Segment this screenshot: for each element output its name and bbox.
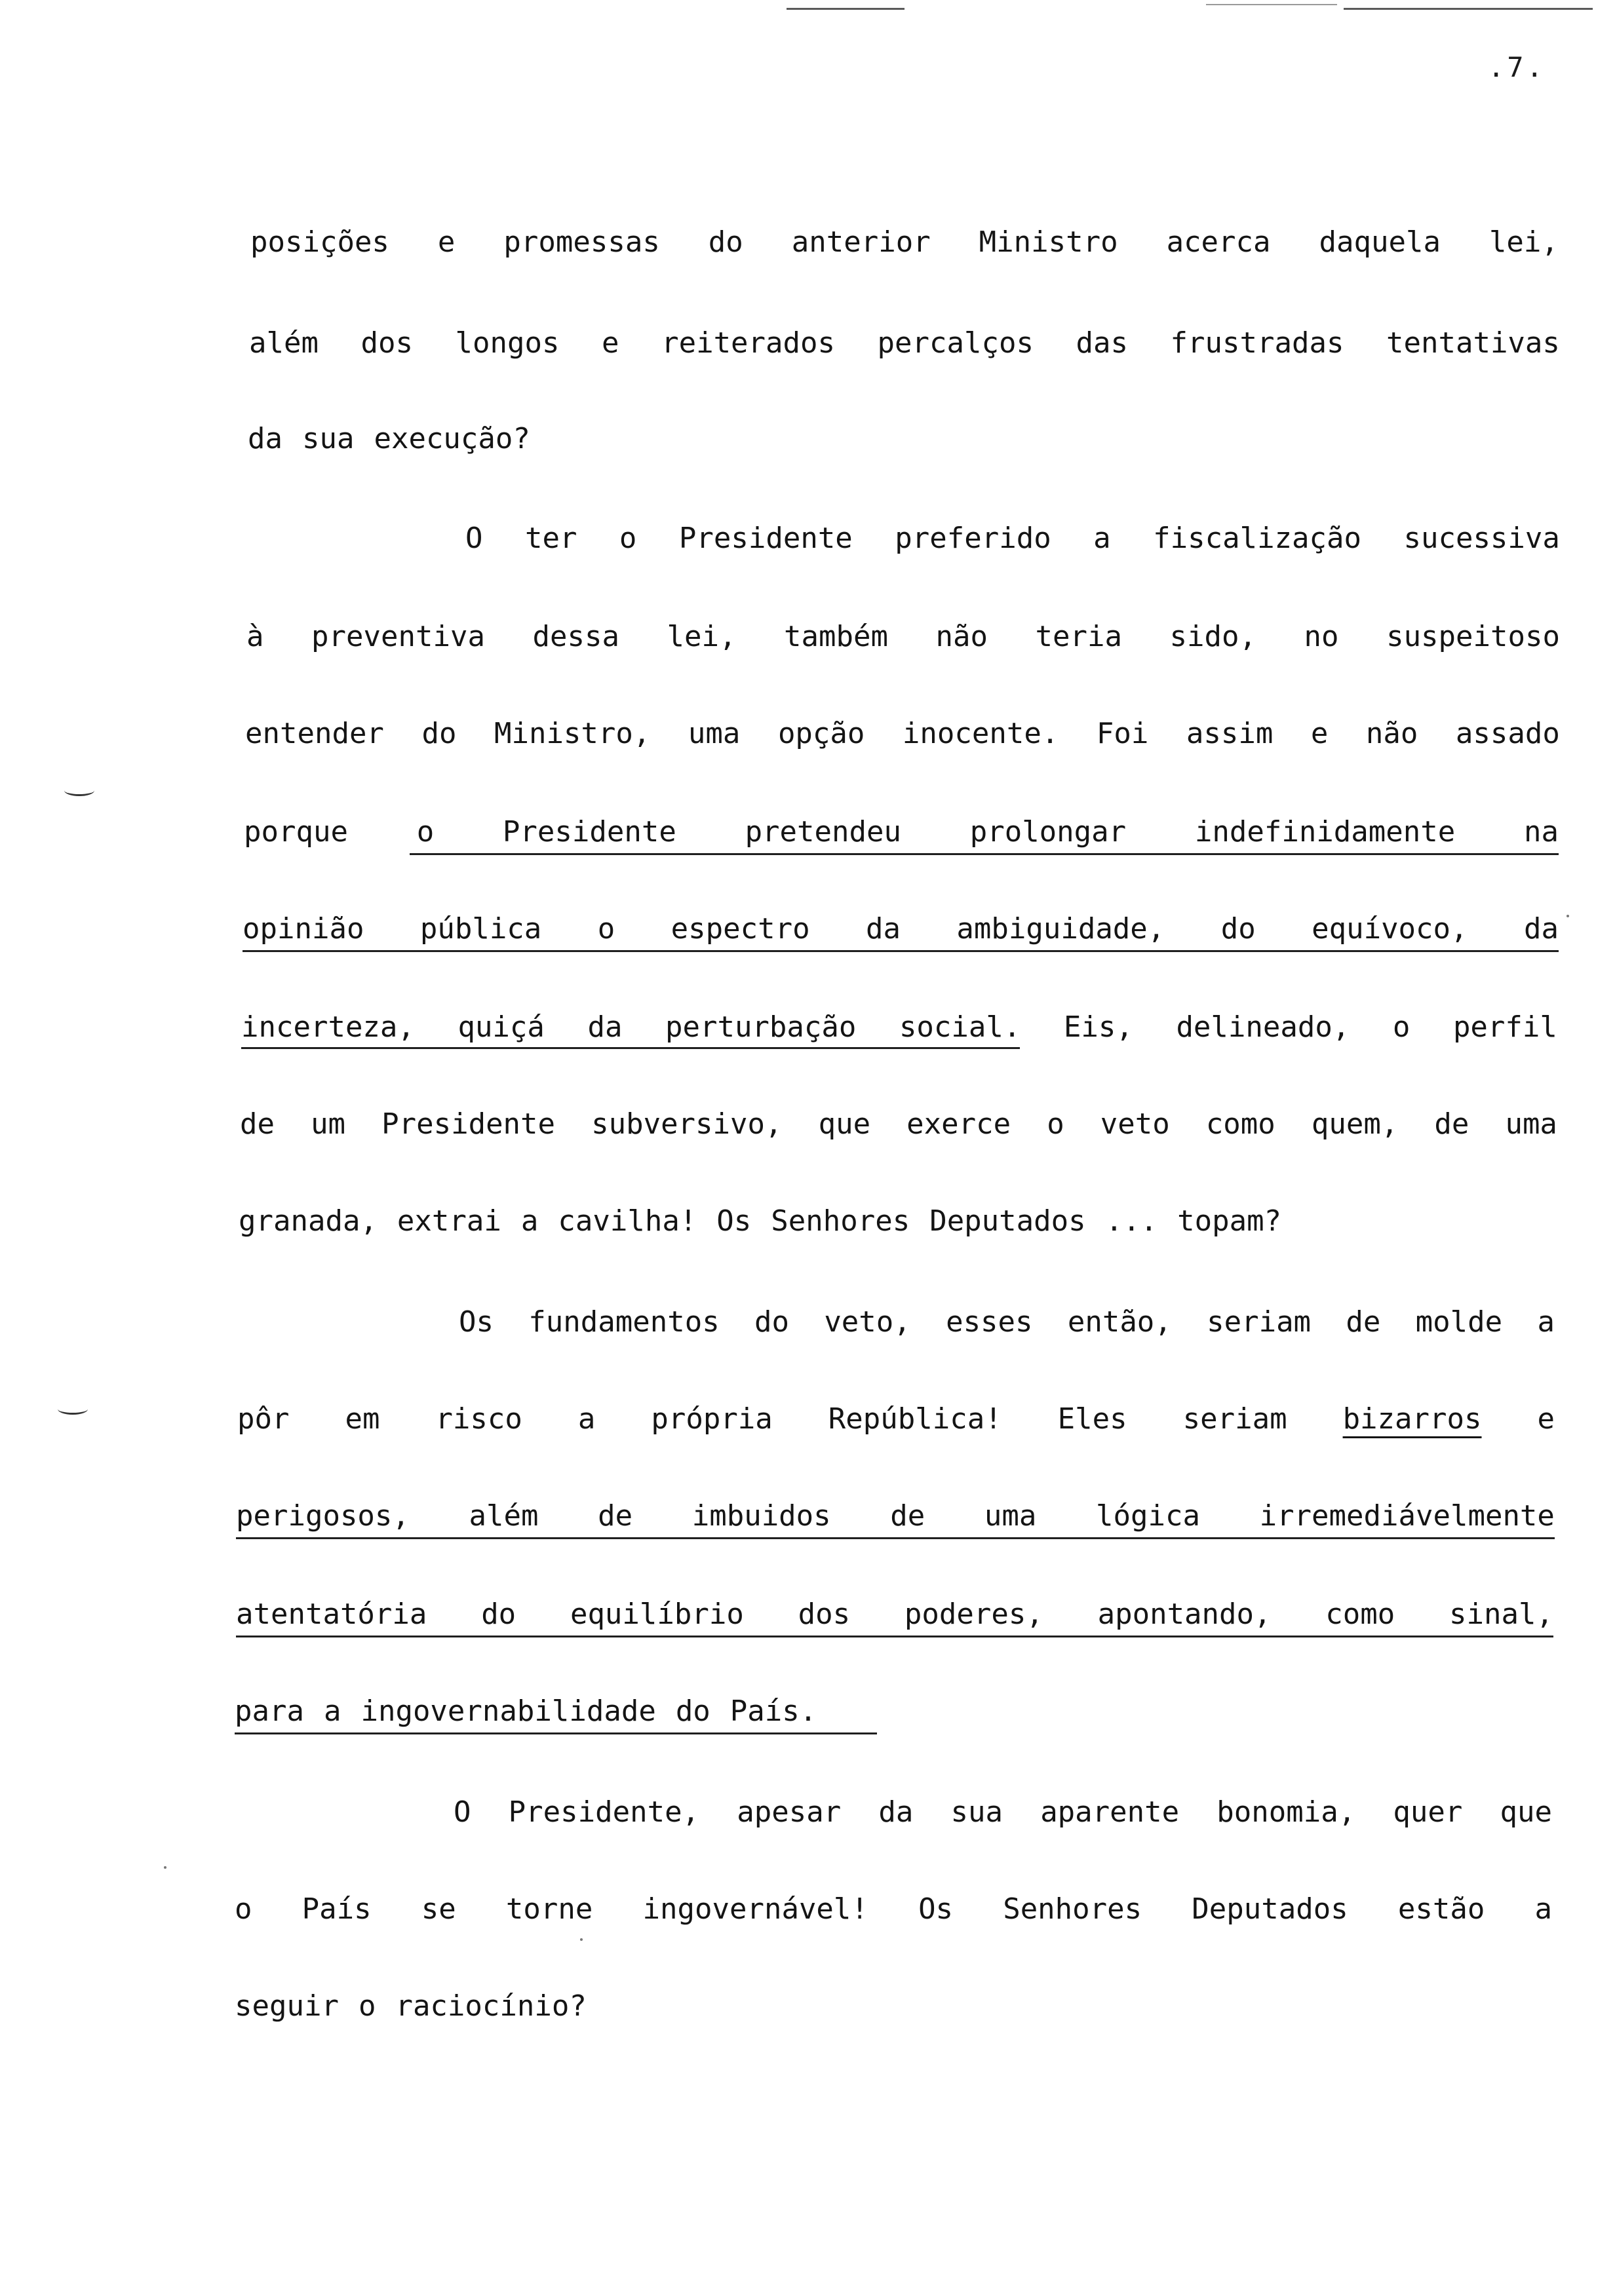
text-line — [245, 717, 1560, 750]
word: irremediávelmente — [1259, 1499, 1555, 1533]
text-line — [246, 620, 1560, 653]
word: da — [878, 1795, 914, 1829]
word: seriam — [1182, 1402, 1287, 1436]
word: o — [416, 815, 435, 849]
word: quer — [1393, 1795, 1463, 1829]
word: que — [1500, 1795, 1552, 1829]
underline — [236, 1537, 1555, 1539]
word: imbuidos — [691, 1499, 831, 1533]
word: dos — [360, 326, 413, 360]
word: País. — [730, 1694, 817, 1728]
word: de — [240, 1107, 275, 1141]
word: daquela — [1319, 225, 1441, 259]
text-line — [235, 1694, 836, 1728]
word: como — [1205, 1107, 1275, 1141]
word: granada, — [239, 1204, 378, 1238]
word: Ministro — [979, 225, 1118, 259]
word: como — [1325, 1598, 1395, 1631]
margin-mark — [58, 1404, 88, 1415]
word: do — [421, 717, 457, 750]
word: longos — [455, 326, 560, 360]
word: social. — [899, 1010, 1021, 1044]
word: estão — [1397, 1892, 1485, 1926]
scan-speck — [580, 1938, 583, 1941]
underline — [236, 1636, 1553, 1637]
text-line — [240, 1107, 1557, 1141]
word: além — [249, 326, 319, 360]
word: veto, — [824, 1305, 911, 1339]
word: esses — [946, 1305, 1033, 1339]
word: República! — [828, 1402, 1002, 1436]
word: espectro — [671, 912, 810, 946]
text-line — [465, 522, 1560, 555]
word: a — [520, 1204, 539, 1238]
word: dessa — [532, 620, 619, 653]
word: indefinidamente — [1194, 815, 1456, 849]
word: O — [454, 1795, 471, 1829]
scan-speck — [1566, 915, 1569, 917]
word: exerce — [906, 1107, 1011, 1141]
word: assado — [1455, 717, 1560, 750]
word: seriam — [1207, 1305, 1312, 1339]
word: Presidente — [381, 1107, 556, 1141]
word: ... — [1105, 1204, 1158, 1238]
word: sua — [950, 1795, 1003, 1829]
word: Os — [918, 1892, 954, 1926]
word: também — [784, 620, 888, 653]
text-line — [249, 326, 1560, 360]
word: que — [818, 1107, 871, 1141]
underline — [243, 950, 1559, 952]
word: risco — [435, 1402, 522, 1436]
word: perfil — [1452, 1010, 1557, 1044]
word: em — [345, 1402, 380, 1436]
text-line — [236, 1598, 1553, 1631]
word: topam? — [1177, 1204, 1282, 1238]
scan-artifact-rule — [787, 8, 905, 10]
word: da — [248, 422, 282, 455]
word: entender — [245, 717, 384, 750]
underline — [410, 853, 1559, 855]
word: para — [235, 1694, 304, 1728]
word: opinião — [243, 912, 364, 946]
word: quem, — [1311, 1107, 1399, 1141]
word: bonomia, — [1216, 1795, 1356, 1829]
word: se — [421, 1892, 456, 1926]
margin-mark — [64, 785, 94, 796]
word: da — [1523, 912, 1559, 946]
word: do — [1220, 912, 1256, 946]
word: O — [465, 522, 483, 555]
word: teria — [1035, 620, 1122, 653]
word: Os — [716, 1204, 752, 1238]
word: dos — [798, 1598, 851, 1631]
word: promessas — [503, 225, 660, 259]
text-line — [244, 815, 1559, 849]
word: lei, — [667, 620, 737, 653]
word: Senhores — [1003, 1892, 1142, 1926]
text-line — [454, 1795, 1552, 1829]
word: perigosos, — [236, 1499, 410, 1533]
word: do — [754, 1305, 789, 1339]
word: veto — [1100, 1107, 1170, 1141]
word: apesar — [737, 1795, 842, 1829]
word: uma — [688, 717, 741, 750]
word: assim — [1186, 717, 1274, 750]
word: anterior — [791, 225, 931, 259]
scan-artifact-rule — [1206, 4, 1337, 5]
word: não — [935, 620, 988, 653]
word: Senhores — [771, 1204, 910, 1238]
word: e — [602, 326, 619, 360]
word: equilíbrio — [570, 1598, 744, 1631]
word: do — [708, 225, 743, 259]
word: execução? — [374, 422, 530, 455]
word: opção — [777, 717, 865, 750]
text-line — [236, 1499, 1555, 1533]
word: um — [311, 1107, 346, 1141]
word: ter — [524, 522, 577, 555]
word: o — [619, 522, 637, 555]
word: extrai — [397, 1204, 501, 1238]
text-line — [235, 1989, 606, 2023]
word: cavilha! — [558, 1204, 697, 1238]
word: do — [481, 1598, 516, 1631]
word: equívoco, — [1312, 912, 1468, 946]
word: então, — [1067, 1305, 1172, 1339]
word: Os — [459, 1305, 494, 1339]
text-line — [235, 1892, 1552, 1926]
word: da — [865, 912, 901, 946]
word: suspeitoso — [1386, 620, 1560, 653]
word: tentativas — [1386, 326, 1560, 360]
word: de — [1346, 1305, 1381, 1339]
word: a — [577, 1402, 596, 1436]
word: frustradas — [1170, 326, 1344, 360]
word: porque — [244, 815, 348, 849]
word: ingovernável! — [642, 1892, 868, 1926]
word: prolongar — [969, 815, 1127, 849]
word: fiscalização — [1153, 522, 1362, 555]
page-number: .7. — [1488, 51, 1546, 83]
word: preferido — [895, 522, 1051, 555]
word: a — [1534, 1892, 1552, 1926]
word: pôr — [237, 1402, 290, 1436]
word: a — [323, 1694, 341, 1728]
word: de — [1434, 1107, 1469, 1141]
word: atentatória — [236, 1598, 427, 1631]
word: da — [587, 1010, 623, 1044]
word: Presidente, — [508, 1795, 700, 1829]
word: ingovernabilidade — [360, 1694, 656, 1728]
word: seguir — [235, 1989, 339, 2023]
word: o — [1047, 1107, 1064, 1141]
word: bizarros — [1342, 1402, 1482, 1436]
word: a — [1537, 1305, 1555, 1339]
word: do — [675, 1694, 710, 1728]
text-line — [248, 422, 550, 455]
word: aparente — [1040, 1795, 1180, 1829]
underline — [235, 1732, 877, 1734]
word: o — [597, 912, 615, 946]
word: Deputados — [929, 1204, 1086, 1238]
scan-speck — [164, 1866, 166, 1869]
word: fundamentos — [528, 1305, 720, 1339]
word: própria — [651, 1402, 773, 1436]
word: e — [1537, 1402, 1555, 1436]
word: subversivo, — [591, 1107, 783, 1141]
word: no — [1304, 620, 1339, 653]
word: uma — [1505, 1107, 1557, 1141]
word: apontando, — [1097, 1598, 1272, 1631]
word: quiçá — [457, 1010, 545, 1044]
word: Foi — [1096, 717, 1149, 750]
word: sua — [302, 422, 355, 455]
text-line — [250, 225, 1559, 259]
word: preventiva — [311, 620, 485, 653]
word: de — [598, 1499, 633, 1533]
word: percalços — [877, 326, 1034, 360]
word: poderes, — [904, 1598, 1043, 1631]
underline — [241, 1047, 1020, 1049]
word: inocente. — [902, 717, 1059, 750]
word: sido, — [1169, 620, 1256, 653]
word: das — [1076, 326, 1128, 360]
word: lógica — [1096, 1499, 1200, 1533]
word: pública — [419, 912, 542, 946]
text-line — [241, 1010, 1557, 1044]
word: torne — [505, 1892, 593, 1926]
text-line — [237, 1402, 1555, 1436]
scan-artifact-rule — [1344, 8, 1593, 10]
word: posições — [250, 225, 389, 259]
word: uma — [984, 1499, 1037, 1533]
word: à — [246, 620, 264, 653]
word: Deputados — [1192, 1892, 1348, 1926]
word: pretendeu — [745, 815, 901, 849]
word: o — [1392, 1010, 1411, 1044]
word: Presidente — [678, 522, 853, 555]
word: incerteza, — [241, 1010, 415, 1044]
word: ambiguidade, — [956, 912, 1165, 946]
word: delineado, — [1176, 1010, 1350, 1044]
word: perturbação — [665, 1010, 857, 1044]
word: na — [1523, 815, 1559, 849]
word: sinal, — [1449, 1598, 1553, 1631]
word: Eis, — [1063, 1010, 1133, 1044]
word: de — [890, 1499, 925, 1533]
word: raciocínio? — [395, 1989, 587, 2023]
word: reiterados — [661, 326, 835, 360]
word: País — [302, 1892, 372, 1926]
word: molde — [1415, 1305, 1503, 1339]
word: acerca — [1166, 225, 1271, 259]
word: Ministro, — [494, 717, 651, 750]
word: e — [1310, 717, 1329, 750]
word: além — [469, 1499, 539, 1533]
text-line — [459, 1305, 1555, 1339]
word: o — [235, 1892, 252, 1926]
word: sucessiva — [1403, 522, 1560, 555]
text-line — [239, 1204, 1301, 1238]
word: Presidente — [502, 815, 676, 849]
word: não — [1365, 717, 1418, 750]
word: Eles — [1057, 1402, 1127, 1436]
word: e — [437, 225, 456, 259]
text-line — [243, 912, 1559, 946]
word: a — [1093, 522, 1111, 555]
word: lei, — [1489, 225, 1559, 259]
word: o — [358, 1989, 376, 2023]
